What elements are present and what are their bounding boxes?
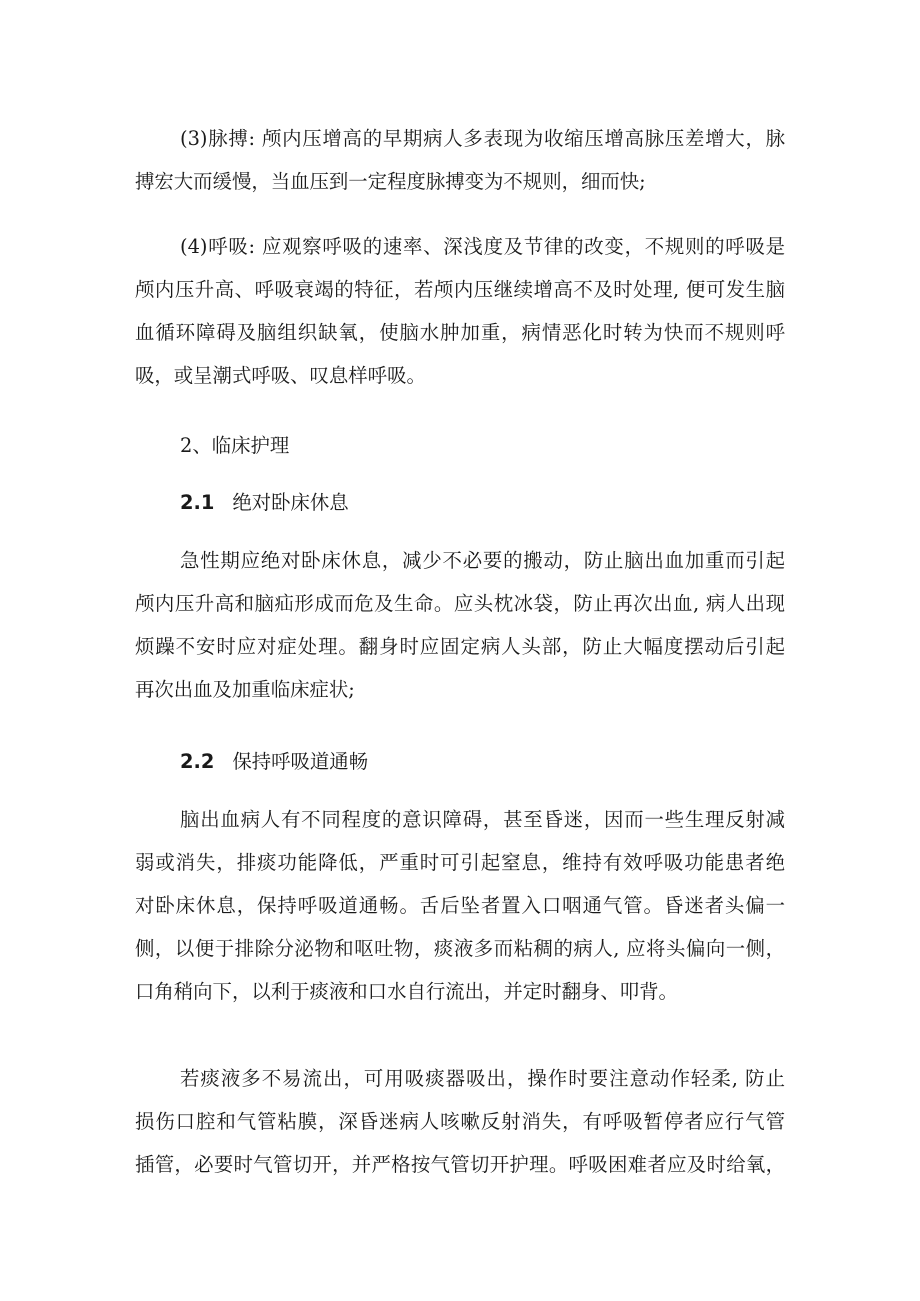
heading-text: 保持呼吸道通畅 bbox=[232, 750, 369, 773]
paragraph-pulse bbox=[135, 117, 785, 203]
paragraph-bed-rest bbox=[135, 539, 785, 711]
text-line: 颅内压升高和脑疝形成而危及生命。应头枕冰袋，防止再次出血, 病人出现 bbox=[135, 592, 785, 615]
paragraph-airway bbox=[135, 798, 785, 1013]
text-line: 若痰液多不易流出，可用吸痰器吸出，操作时要注意动作轻柔, 防止 bbox=[180, 1067, 785, 1090]
text-line: 血循环障碍及脑组织缺氧，使脑水肿加重，病情恶化时转为快而不规则呼 bbox=[135, 321, 785, 344]
subsection-heading-2-2 bbox=[180, 747, 368, 777]
section-heading: 2、临床护理 bbox=[180, 434, 290, 457]
text-line: 颅内压升高、呼吸衰竭的特征，若颅内压继续增高不及时处理, 便可发生脑 bbox=[135, 278, 785, 301]
paragraph-respiration bbox=[135, 225, 785, 397]
text-line: 插管，必要时气管切开，并严格按气管切开护理。呼吸困难者应及时给氧， bbox=[135, 1153, 785, 1176]
text-line: (4)呼吸: 应观察呼吸的速率、深浅度及节律的改变，不规则的呼吸是 bbox=[180, 235, 785, 258]
paragraph-suction bbox=[135, 1057, 785, 1186]
text-line: 吸，或呈潮式呼吸、叹息样呼吸。 bbox=[135, 364, 426, 387]
text-line: 损伤口腔和气管粘膜，深昏迷病人咳嗽反射消失，有呼吸暂停者应行气管 bbox=[135, 1110, 785, 1133]
heading-text: 绝对卧床休息 bbox=[232, 491, 349, 514]
text-line: (3)脉搏: 颅内压增高的早期病人多表现为收缩压增高脉压差增大，脉 bbox=[180, 127, 785, 150]
text-line: 烦躁不安时应对症处理。翻身时应固定病人头部，防止大幅度摆动后引起 bbox=[135, 635, 785, 658]
text-line: 侧，以便于排除分泌物和呕吐物，痰液多而粘稠的病人, 应将头偏向一侧， bbox=[135, 937, 785, 960]
text-line: 口角稍向下，以利于痰液和口水自行流出，并定时翻身、叩背。 bbox=[135, 980, 678, 1003]
heading-number: 2.2 bbox=[180, 750, 215, 773]
text-line: 再次出血及加重临床症状; bbox=[135, 678, 355, 701]
text-line: 对卧床休息，保持呼吸道通畅。舌后坠者置入口咽通气管。昏迷者头偏一 bbox=[135, 894, 785, 917]
text-line: 弱或消失，排痰功能降低，严重时可引起窒息，维持有效呼吸功能患者绝 bbox=[135, 851, 785, 874]
heading-number: 2.1 bbox=[180, 491, 215, 514]
text-line: 搏宏大而缓慢，当血压到一定程度脉搏变为不规则，细而快; bbox=[135, 170, 646, 193]
subsection-heading-2-1 bbox=[180, 488, 349, 518]
text-line: 脑出血病人有不同程度的意识障碍，甚至昏迷，因而一些生理反射减 bbox=[180, 808, 785, 831]
text-line: 急性期应绝对卧床休息，减少不必要的搬动，防止脑出血加重而引起 bbox=[180, 549, 785, 572]
